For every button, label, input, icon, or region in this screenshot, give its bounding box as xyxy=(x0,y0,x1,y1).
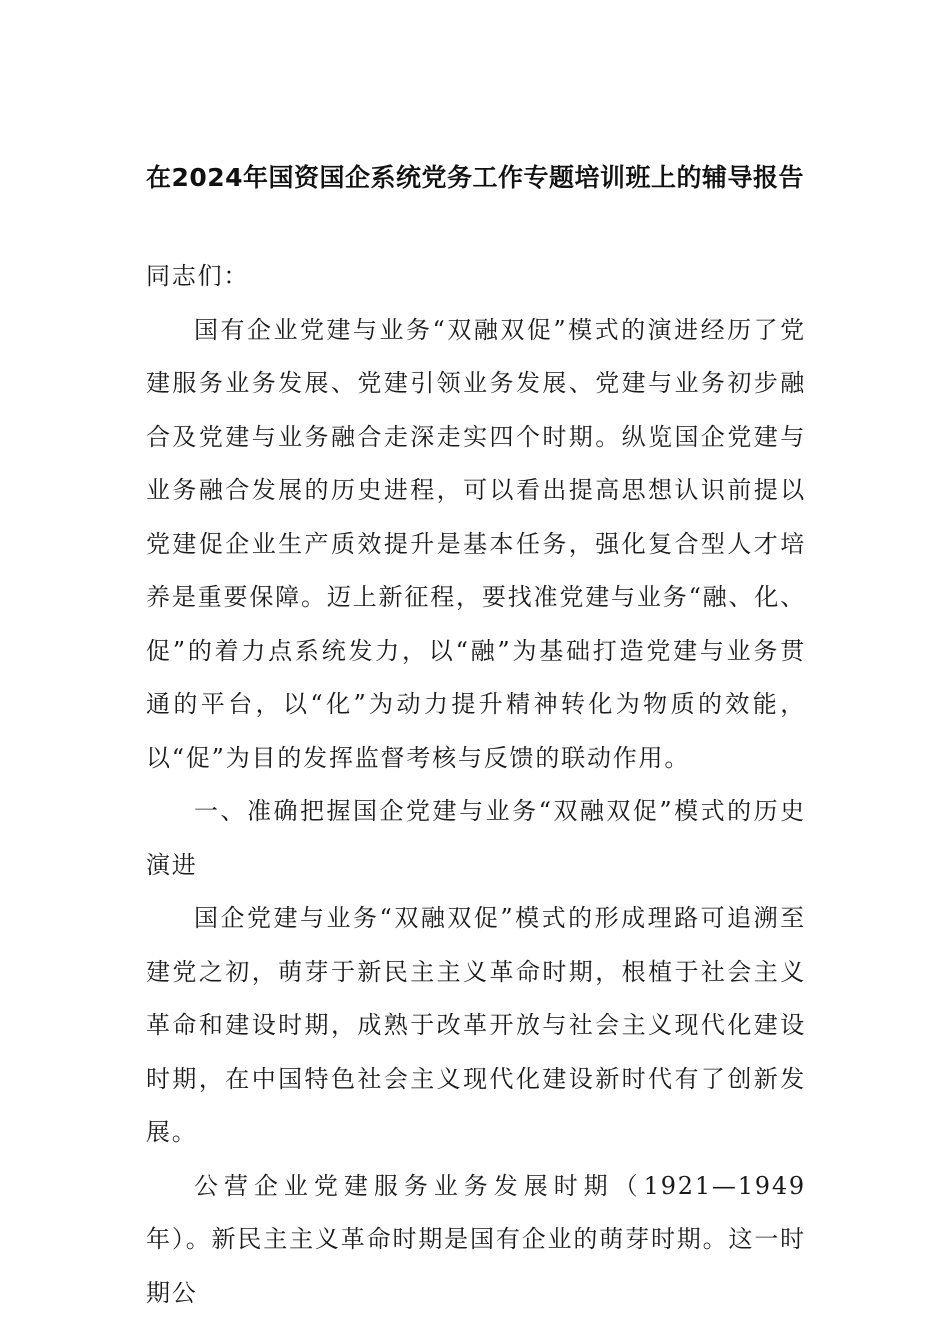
paragraph-history: 国企党建与业务“双融双促”模式的形成理路可追溯至建党之初，萌芽于新民主主义革命时期，根植于社会主义革命和建设时期，成熟于改革开放与社会主义现代化建设时期，在中国特色社会主义现代化建设新时代有了创新发展。 xyxy=(146,904,806,1146)
paragraph-period-1: 公营企业党建服务业务发展时期（1921—1949年）。新民主主义革命时期是国有企业的萌芽时期。这一时期公 xyxy=(146,1171,806,1307)
document-title: 在2024年国资国企系统党务工作专题培训班上的辅导报告 xyxy=(145,163,805,192)
document-body xyxy=(146,250,806,1320)
section-heading-1: 一、准确把握国企党建与业务“双融双促”模式的历史演进 xyxy=(146,797,806,879)
paragraph-intro: 国有企业党建与业务“双融双促”模式的演进经历了党建服务业务发展、党建引领业务发展、党建与业务初步融合及党建与业务融合走深走实四个时期。纵览国企党建与业务融合发展的历史进程，可以看出提高思想认识前提以党建促企业生产质效提升是基本任务，强化复合型人才培养是重要保障。迈上新征程，要找准党建与业务“融、化、促”的着力点系统发力，以“融”为基础打造党建与业务贯通的平台，以“化”为动力提升精神转化为物质的效能，以“促”为目的发挥监督考核与反馈的联动作用。 xyxy=(146,315,806,772)
salutation: 同志们： xyxy=(146,262,250,290)
